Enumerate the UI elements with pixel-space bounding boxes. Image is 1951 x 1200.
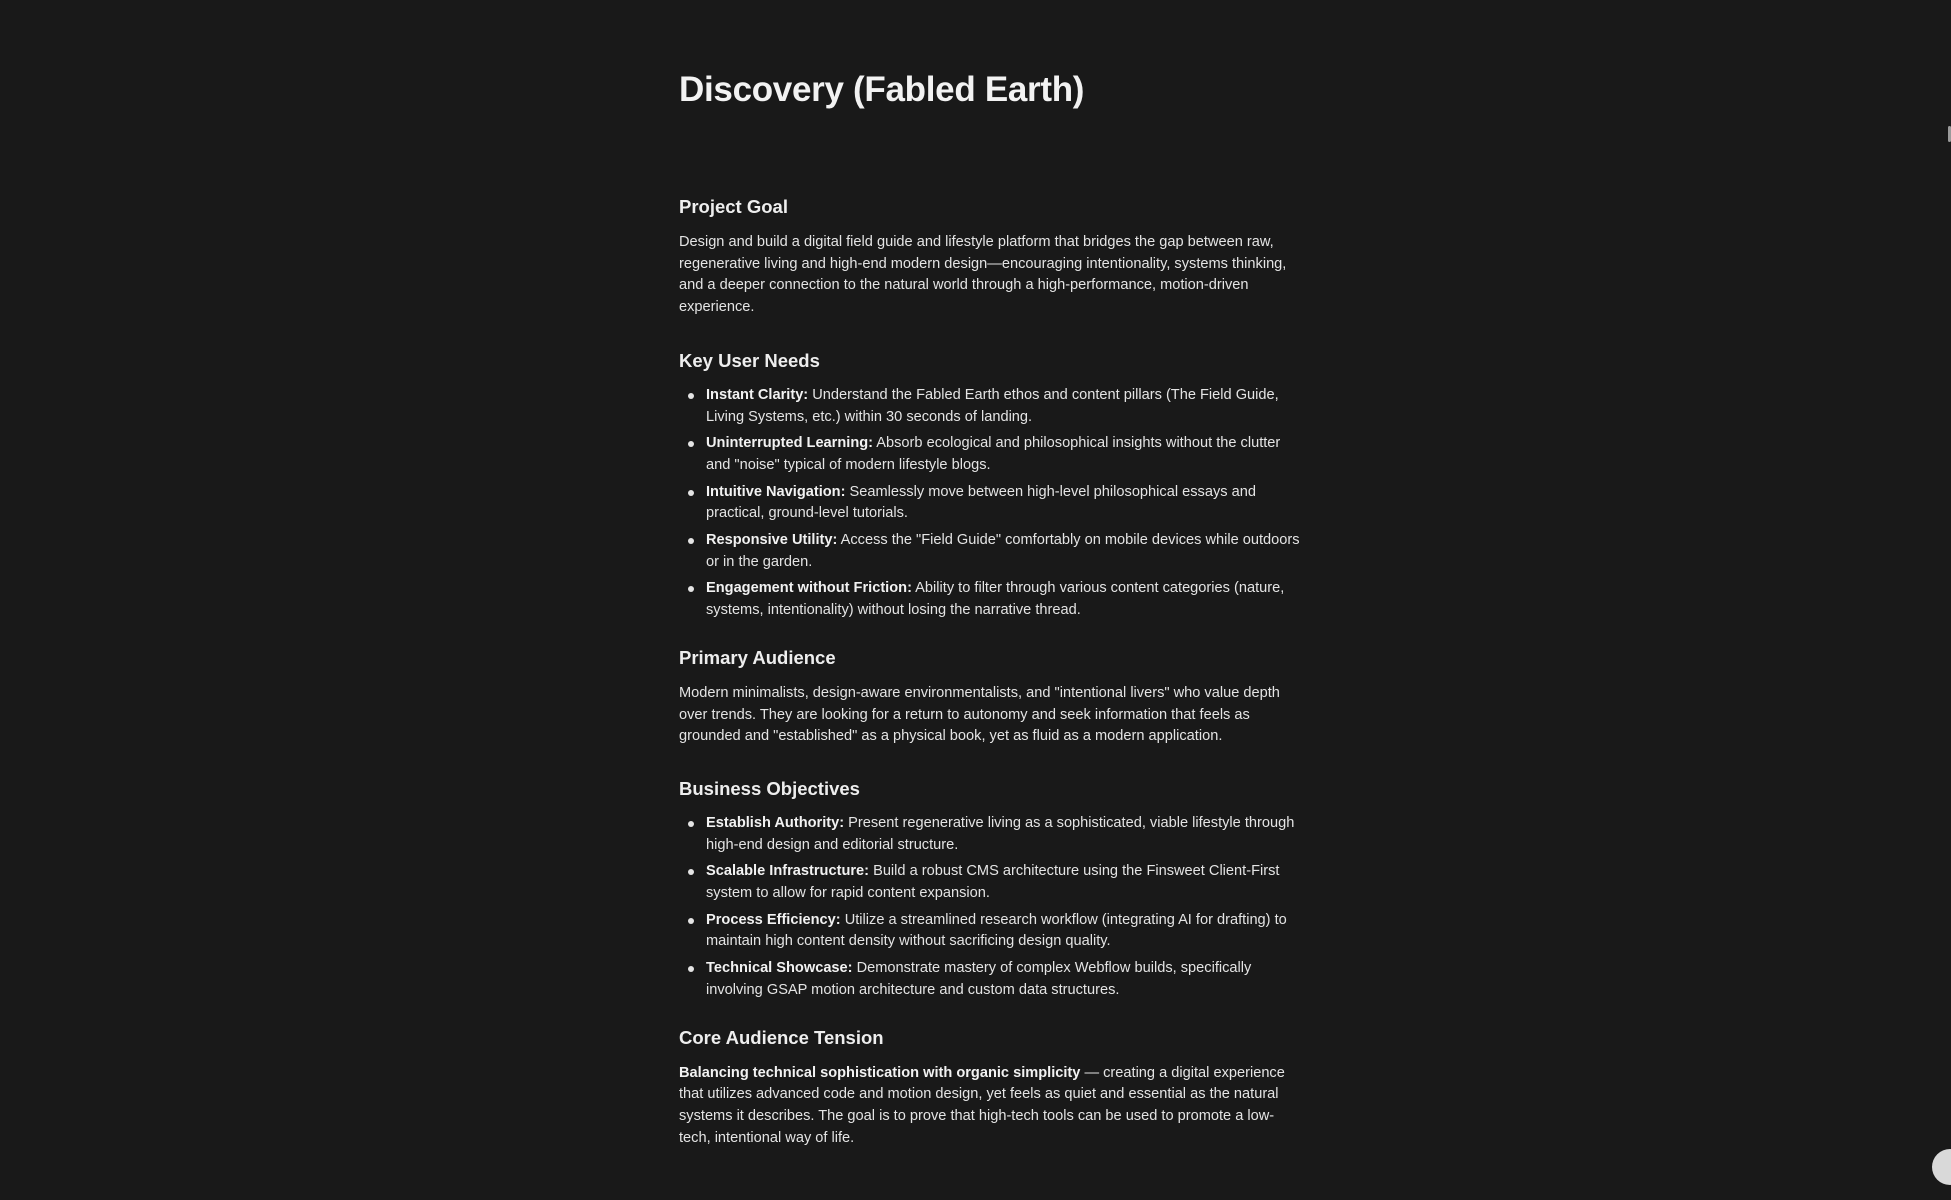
list-item-text: Access the "Field Guide" comfortably on mobile devices while outdoors or in the garden. xyxy=(706,532,1300,570)
core-audience-tension-heading: Core Audience Tension xyxy=(679,1026,884,1048)
list-item xyxy=(679,433,1301,476)
list-item xyxy=(679,910,1301,953)
business-objectives-list xyxy=(679,813,1301,1002)
list-item-label: Engagement without Friction: xyxy=(706,580,912,597)
list-item-text: Understand the Fabled Earth ethos and content pillars (The Field Guide, Living Systems, etc.) within 30 seconds of landing. xyxy=(706,386,1279,425)
list-item xyxy=(679,813,1301,856)
list-item-label: Establish Authority: xyxy=(706,814,845,831)
core-audience-tension-text xyxy=(679,1063,1301,1150)
list-item-text: Present regenerative living as a sophisticated, viable lifestyle through high-end design and editorial structure. xyxy=(706,814,1295,853)
list-item-label: Intuitive Navigation: xyxy=(706,483,846,500)
list-item xyxy=(679,578,1301,621)
business-objectives-heading: Business Objectives xyxy=(679,777,860,799)
key-user-needs-heading: Key User Needs xyxy=(679,349,820,371)
document xyxy=(679,60,1301,1149)
list-item-label: Responsive Utility: xyxy=(706,532,838,549)
primary-audience-heading: Primary Audience xyxy=(679,646,836,668)
page-title: Discovery (Fabled Earth) xyxy=(679,70,1085,109)
list-item-label: Process Efficiency: xyxy=(706,911,841,928)
list-item-label: Instant Clarity: xyxy=(706,386,809,403)
list-item-text: Utilize a streamlined research workflow (integrating AI for drafting) to maintain high content density without sacrificing design quality. xyxy=(706,911,1287,950)
help-button[interactable] xyxy=(1932,1149,1951,1185)
list-item-label: Uninterrupted Learning: xyxy=(706,435,874,452)
list-item-label: Technical Showcase: xyxy=(706,960,853,977)
project-goal-text: Design and build a digital field guide and lifestyle platform that bridges the gap between raw, regenerative living and high-end modern design—encouraging intentionality, systems thinking, and a deeper connection to the natural world through a high-performance, motion-driven experience. xyxy=(679,234,1287,316)
list-item-text: Build a robust CMS architecture using the Finsweet Client-First system to allow for rapid content expansion. xyxy=(706,863,1280,902)
list-item xyxy=(679,861,1301,904)
list-item-text: Seamlessly move between high-level philosophical essays and practical, ground-level tutorials. xyxy=(706,483,1256,522)
core-audience-tension-body: — creating a digital experience that utilizes advanced code and motion design, yet feels as quiet and essential as the natural systems it describes. The goal is to prove that high-tech tools can be used to promote a low-tech, intentional way of life. xyxy=(679,1064,1285,1146)
list-item xyxy=(679,385,1301,428)
list-item xyxy=(679,958,1301,1001)
primary-audience-text: Modern minimalists, design-aware environmentalists, and "intentional livers" who value depth over trends. They are looking for a return to autonomy and seek information that feels as grounded and "established" as a physical book, yet as fluid as a modern application. xyxy=(679,684,1280,745)
list-item xyxy=(679,530,1301,573)
list-item xyxy=(679,482,1301,525)
list-item-label: Scalable Infrastructure: xyxy=(706,863,870,880)
list-item-text: Absorb ecological and philosophical insights without the clutter and "noise" typical of modern lifestyle blogs. xyxy=(706,435,1281,473)
project-goal-heading: Project Goal xyxy=(679,196,788,217)
list-item-text: Ability to filter through various content categories (nature, systems, intentionality) without losing the narrative thread. xyxy=(706,580,1285,619)
key-user-needs-list xyxy=(679,385,1301,622)
list-item-text: Demonstrate mastery of complex Webflow builds, specifically involving GSAP motion architecture and custom data structures. xyxy=(706,960,1252,998)
core-audience-tension-lead: Balancing technical sophistication with organic simplicity xyxy=(679,1064,1081,1081)
